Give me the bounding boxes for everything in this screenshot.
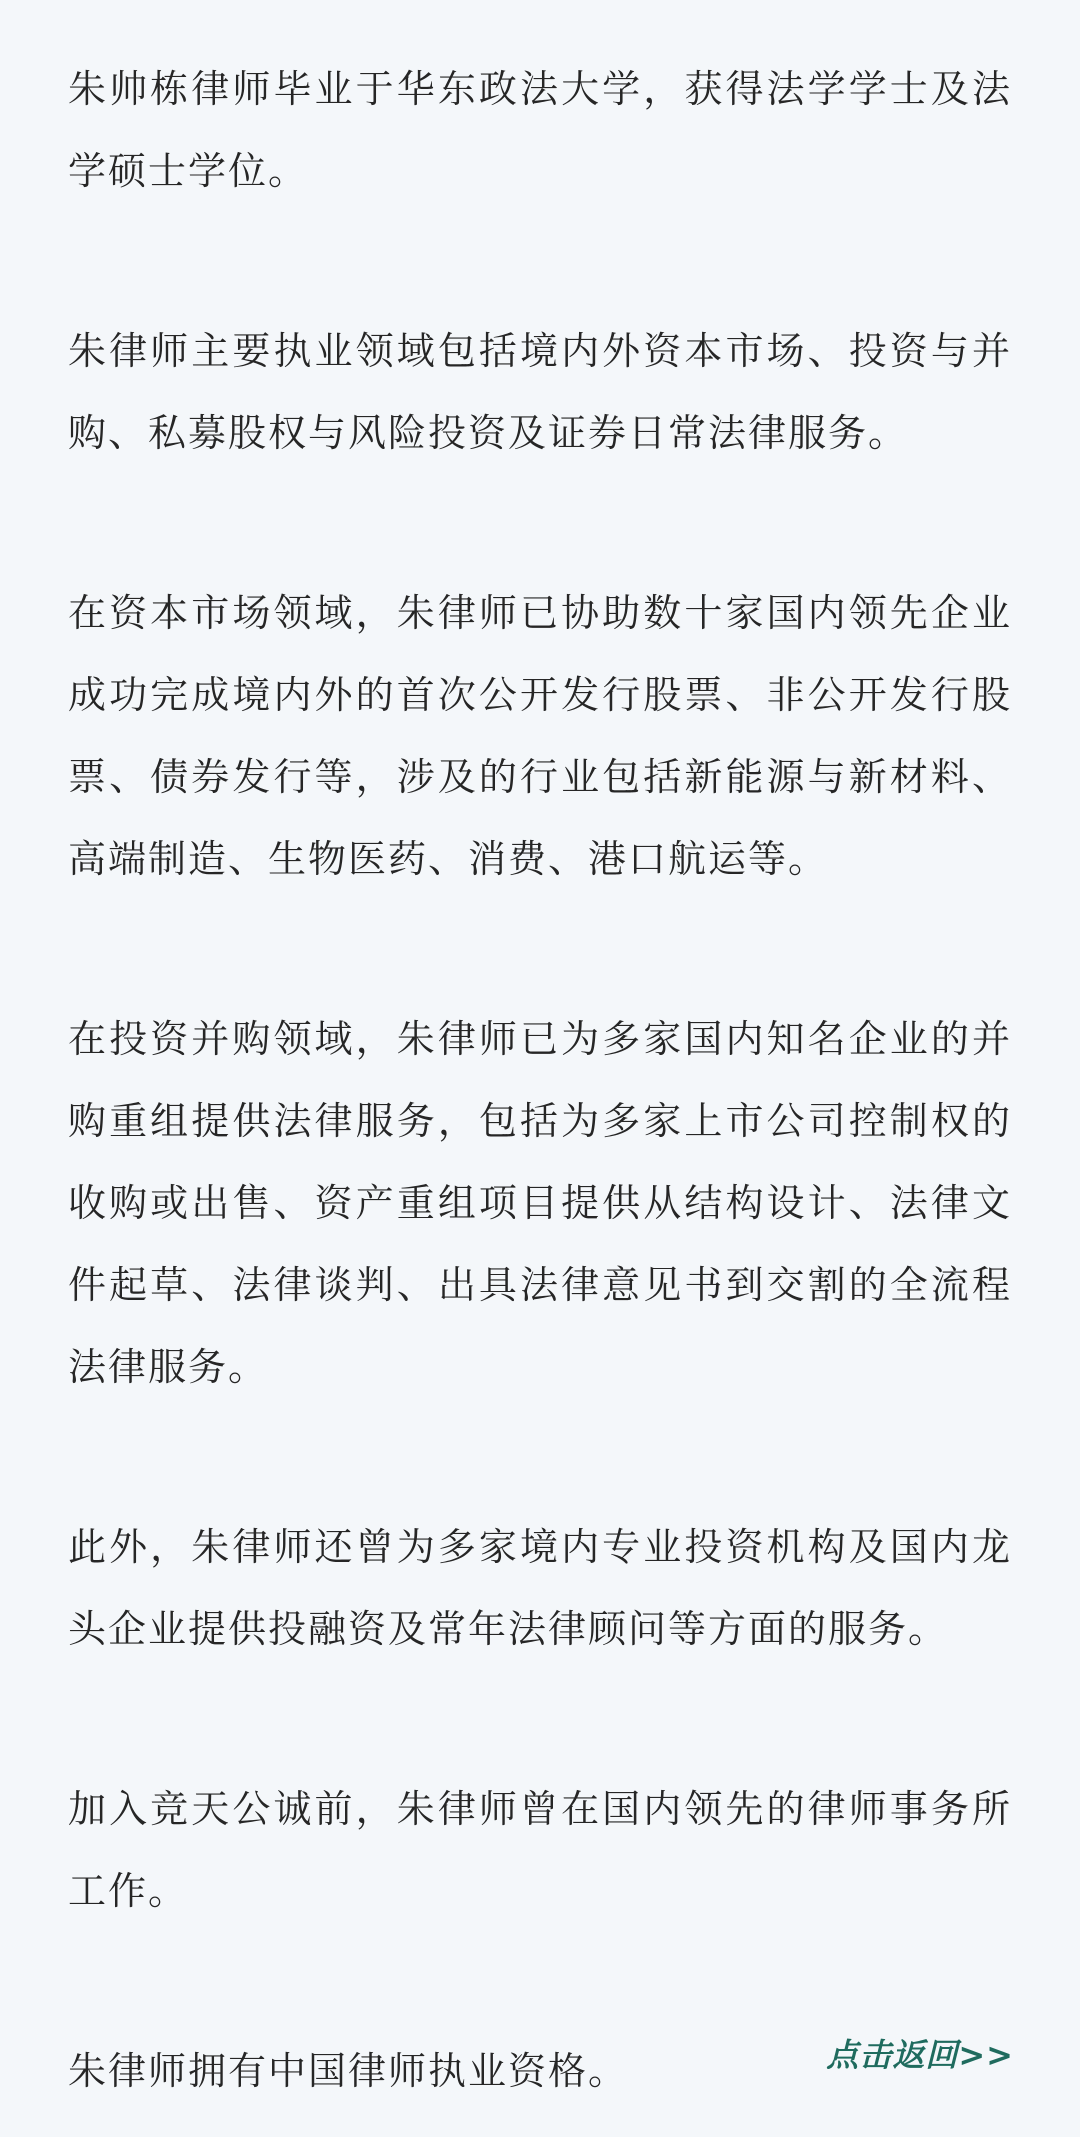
paragraph-mergers-acquisitions: 在投资并购领域，朱律师已为多家国内知名企业的并购重组提供法律服务，包括为多家上市公司控制权的收购或出售、资产重组项目提供从结构设计、法律文件起草、法律谈判、出具法律意见书到交割的全流程法律服务。 <box>68 1017 1012 1389</box>
back-link[interactable]: 点击返回>> <box>826 2036 1014 2074</box>
paragraph-other-services: 此外，朱律师还曾为多家境内专业投资机构及国内龙头企业提供投融资及常年法律顾问等方面的服务。 <box>68 1525 1012 1651</box>
paragraph-qualification: 朱律师拥有中国律师执业资格。 <box>68 2049 629 2093</box>
paragraph-education: 朱帅栋律师毕业于华东政法大学，获得法学学士及法学硕士学位。 <box>68 67 1012 193</box>
paragraph-capital-markets: 在资本市场领域，朱律师已协助数十家国内领先企业成功完成境内外的首次公开发行股票、非公开发行股票、债券发行等，涉及的行业包括新能源与新材料、高端制造、生物医药、消费、港口航运等。 <box>68 591 1012 881</box>
paragraph-prior-experience: 加入竞天公诚前，朱律师曾在国内领先的律师事务所工作。 <box>68 1787 1012 1913</box>
paragraph-practice-areas: 朱律师主要执业领域包括境内外资本市场、投资与并购、私募股权与风险投资及证券日常法律服务。 <box>68 329 1012 455</box>
